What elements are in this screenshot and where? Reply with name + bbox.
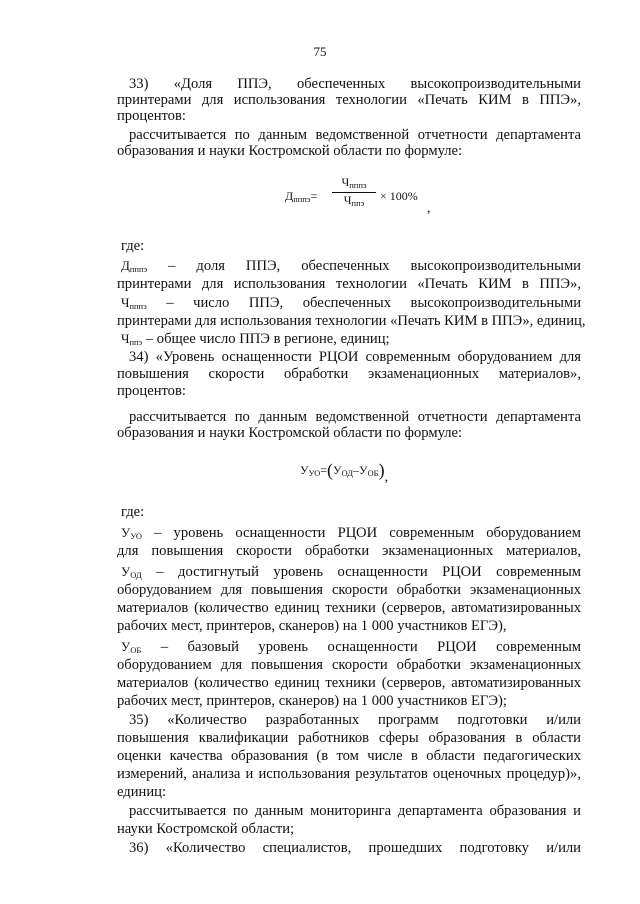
fraction-bar [332, 192, 376, 193]
symbol-ch-pppe: Чпппэ [121, 295, 147, 311]
item-35-title: 35) «Количество разработанных программ подготовки и/или [129, 712, 581, 728]
fraction-numerator: Чпппэ [341, 175, 367, 190]
formula-fraction [332, 176, 376, 208]
symbol-d-pppe: Дпппэ [121, 258, 148, 274]
def-u-ob-cont-2: материалов (количество единиц техники (серверов, автоматизированных [117, 675, 581, 691]
item-35-title-cont-2: оценки качества образования (в том числе в области педагогических [117, 748, 581, 764]
item-35-method: рассчитывается по данным мониторинга департамента образования и [129, 803, 581, 819]
def-u-uo: УУО – уровень оснащенности РЦОИ современным оборудованием [121, 525, 581, 541]
item-35-method-cont: науки Костромской области; [117, 821, 295, 837]
def-d-pppe-cont: принтерами для использования технологии «Печать КИМ в ППЭ», [117, 276, 581, 292]
formula-dpppe [285, 176, 445, 216]
item-33-title-cont: принтерами для использования технологии «Печать КИМ в ППЭ», [117, 92, 581, 108]
item-35-title-cont-3: измерений, анализа и использования результатов оценочных процедур)», [117, 766, 581, 782]
symbol-u-ob: УОБ [121, 639, 142, 655]
item-35-title-cont-1: повышения квалификации работников сферы образования в области [117, 730, 581, 746]
def-u-ob: УОБ – базовый уровень оснащенности РЦОИ современным [121, 639, 581, 655]
symbol-ch-ppe: Чппэ [121, 331, 143, 347]
item-34-title-cont: повышения скорости обработки экзаменационных материалов», [117, 366, 581, 382]
where-label-1: где: [121, 238, 145, 254]
def-ch-ppe: Чппэ – общее число ППЭ в регионе, единиц; [121, 331, 390, 347]
item-34-method: рассчитывается по данным ведомственной отчетности департамента [129, 409, 581, 425]
formula-lhs: Дпппэ= [285, 189, 318, 204]
item-34-unit: процентов: [117, 383, 186, 399]
def-u-ob-cont-1: оборудованием для повышения скорости обработки экзаменационных [117, 657, 581, 673]
formula-multiplier: × 100% [380, 189, 418, 203]
symbol-u-od: УОД [121, 564, 142, 580]
item-33-unit: процентов: [117, 108, 186, 124]
item-34-method-cont: образования и науки Костромской области по формуле: [117, 425, 463, 441]
formula-comma: , [427, 201, 431, 216]
def-u-od-cont-1: оборудованием для повышения скорости обработки экзаменационных [117, 582, 581, 598]
item-33-title: 33) «Доля ППЭ, обеспеченных высокопроизводительными [129, 76, 581, 92]
def-d-pppe: Дпппэ – доля ППЭ, обеспеченных высокопроизводительными [121, 258, 581, 274]
item-35-unit: единиц: [117, 784, 167, 800]
item-33-method-cont: образования и науки Костромской области по формуле: [117, 143, 463, 159]
def-u-od: УОД – достигнутый уровень оснащенности РЦОИ современным [121, 564, 581, 580]
item-33-method: рассчитывается по данным ведомственной отчетности департамента [129, 127, 581, 143]
page-number: 75 [313, 44, 327, 59]
def-u-od-cont-3: рабочих мест, принтеров, сканеров) на 1 000 участников ЕГЭ), [117, 618, 507, 634]
def-ch-pppe-cont: принтерами для использования технологии «Печать КИМ в ППЭ», единиц, [117, 313, 586, 329]
def-ch-pppe: Чпппэ – число ППЭ, обеспеченных высокопроизводительными [121, 295, 581, 311]
item-36-title: 36) «Количество специалистов, прошедших подготовку и/или [129, 840, 581, 856]
def-u-od-cont-2: материалов (количество единиц техники (серверов, автоматизированных [117, 600, 581, 616]
def-u-uo-cont: для повышения скорости обработки экзаменационных материалов, [117, 543, 581, 559]
def-u-ob-cont-3: рабочих мест, принтеров, сканеров) на 1 000 участников ЕГЭ); [117, 693, 507, 709]
symbol-u-uo: УУО [121, 525, 142, 541]
formula-uuo: УУО=(УОД–УОБ), [300, 460, 389, 485]
where-label-2: где: [121, 504, 145, 520]
fraction-denominator: Чппэ [343, 193, 365, 208]
item-34-title: 34) «Уровень оснащенности РЦОИ современным оборудованием для [129, 349, 581, 365]
